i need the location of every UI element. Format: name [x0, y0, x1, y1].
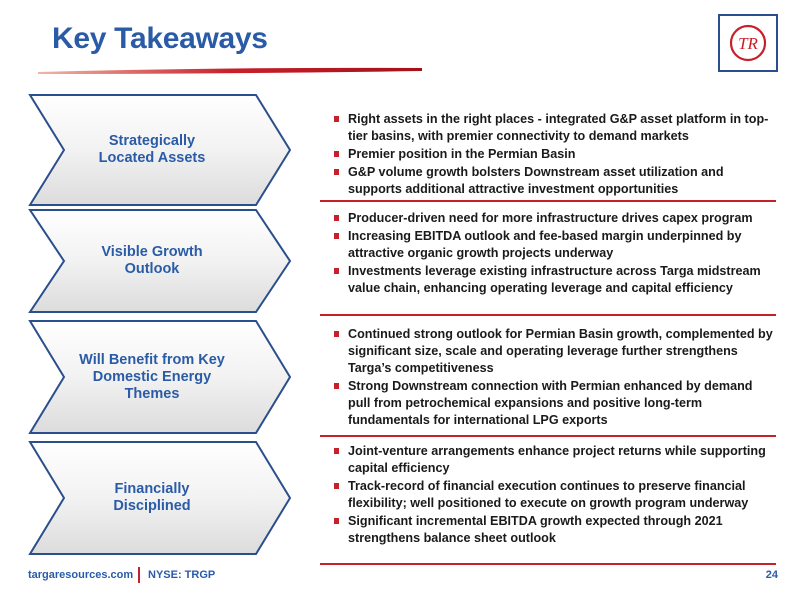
- bullet-marker: [334, 233, 339, 239]
- section-label: Financially Disciplined: [113, 481, 191, 514]
- section-bullets-3: [320, 326, 776, 430]
- footer-ticker: NYSE: TRGP: [148, 569, 216, 581]
- section-divider: [320, 435, 776, 437]
- bullet-marker: [334, 215, 339, 221]
- chevron-visible-growth-outlook: [28, 208, 292, 314]
- section-label: Will Benefit from Key Domestic Energy Themes: [79, 351, 225, 402]
- footer-divider: [138, 567, 140, 583]
- bullet-item: Producer-driven need for more infrastructure drives capex program: [320, 210, 776, 227]
- bullet-marker: [334, 169, 339, 175]
- bullet-item: Track-record of financial execution continues to preserve financial flexibility; well positioned to execute on growth program underway: [320, 478, 776, 512]
- bullet-item: Right assets in the right places - integrated G&P asset platform in top-tier basins, with premier connectivity to demand markets: [320, 111, 776, 145]
- bullet-marker: [334, 151, 339, 157]
- bullet-marker: [334, 483, 339, 489]
- chevron-key-domestic-energy-themes: [28, 319, 292, 435]
- company-logo: [718, 14, 778, 72]
- section-label: Strategically Located Assets: [98, 133, 206, 166]
- logo-text: TR: [738, 34, 758, 53]
- page-number: 24: [765, 569, 778, 581]
- section-bullets-2: [320, 210, 776, 298]
- page-title: Key Takeaways: [52, 22, 268, 55]
- bullet-item: Joint-venture arrangements enhance project returns while supporting capital efficiency: [320, 443, 776, 477]
- bullet-marker: [334, 518, 339, 524]
- bullet-marker: [334, 448, 339, 454]
- bullet-marker: [334, 116, 339, 122]
- section-divider: [320, 314, 776, 316]
- section-bullets-1: [320, 111, 776, 199]
- section-bullets-4: [320, 443, 776, 548]
- bullet-item: Continued strong outlook for Permian Basin growth, complemented by significant size, scale and operating leverage further strengthens Targa’s competitiveness: [320, 326, 776, 377]
- section-divider: [320, 200, 776, 202]
- title-underline: [38, 67, 422, 74]
- bullet-marker: [334, 331, 339, 337]
- bullet-item: Increasing EBITDA outlook and fee-based margin underpinned by attractive organic growth projects underway: [320, 228, 776, 262]
- bullet-marker: [334, 383, 339, 389]
- chevron-financially-disciplined: [28, 440, 292, 556]
- bullet-item: Investments leverage existing infrastructure across Targa midstream value chain, enhancing operating leverage and capital efficiency: [320, 263, 776, 297]
- chevron-strategically-located-assets: [28, 93, 292, 207]
- bullet-item: Premier position in the Permian Basin: [320, 146, 776, 163]
- bullet-marker: [334, 268, 339, 274]
- section-divider: [320, 563, 776, 565]
- bullet-item: Significant incremental EBITDA growth expected through 2021 strengthens balance sheet outlook: [320, 513, 776, 547]
- bullet-item: G&P volume growth bolsters Downstream asset utilization and supports additional attractive investment opportunities: [320, 164, 776, 198]
- footer-website-link[interactable]: targaresources.com: [28, 569, 134, 581]
- bullet-item: Strong Downstream connection with Permian enhanced by demand pull from petrochemical expansions and positive long-term fundamentals for international LPG exports: [320, 378, 776, 429]
- section-label: Visible Growth Outlook: [101, 244, 203, 277]
